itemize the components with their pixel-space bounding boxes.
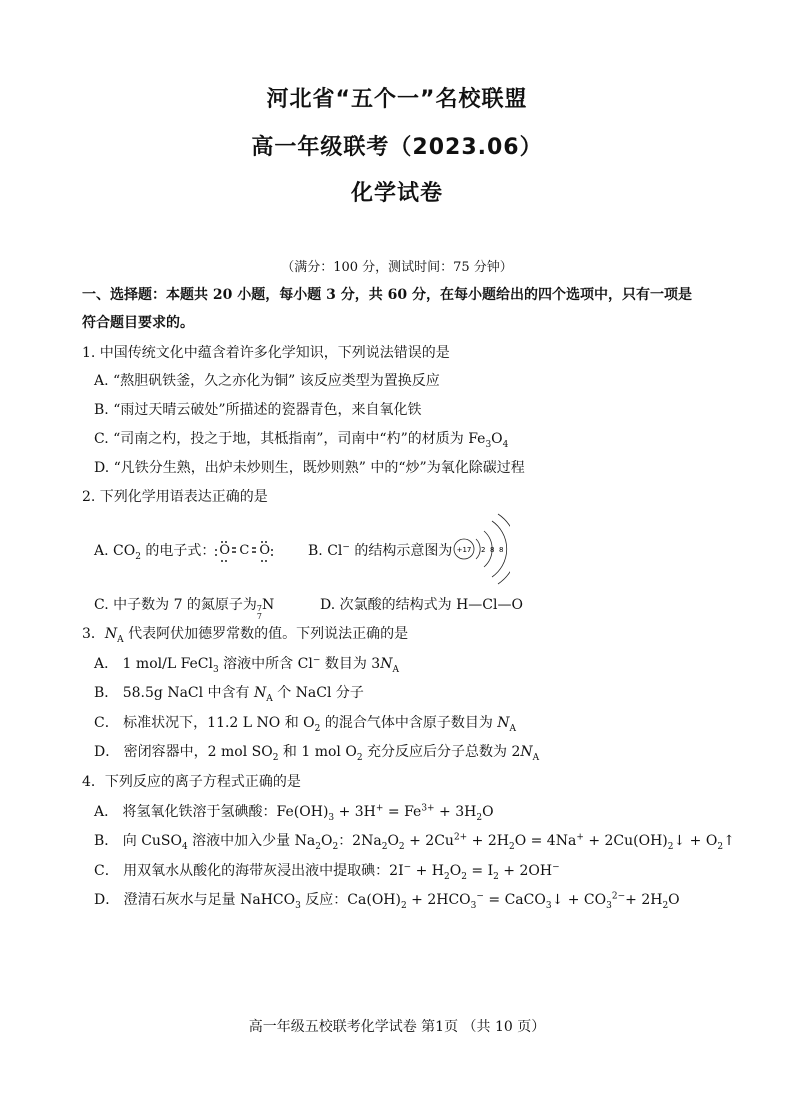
q4-stem: 4．下列反应的离子方程式正确的是 <box>82 774 301 790</box>
q1-option-b: B. “雨过天晴云破处”所描述的瓷器青色，来自氧化铁 <box>94 402 422 418</box>
q3-c-text2: 的混合气体中含原子数目为 <box>320 715 498 731</box>
chloride-ion-structure-diagram <box>450 512 510 586</box>
q3-option-c <box>94 712 516 732</box>
q4-d-s6: 2 <box>662 900 669 911</box>
q3-na-sub: A <box>117 634 124 645</box>
q3-d-sub2: 2 <box>356 752 363 763</box>
q4-a-t1: A． 将氢氧化铁溶于氢碘酸：Fe(OH) <box>94 804 329 820</box>
q3-d-text2: 和 1 mol O <box>278 744 357 760</box>
q3-b-text2: 个 NaCl 分子 <box>272 685 364 701</box>
q4-d-p2: 2− <box>611 891 626 902</box>
q2-stem: 2. 下列化学用语表达正确的是 <box>82 489 268 505</box>
q4-d-t6: + 2H <box>625 892 663 908</box>
q3-a-text3: 数目为 3 <box>320 656 381 672</box>
q2-a-sub: 2 <box>135 551 141 562</box>
q4-b-s2: 2 <box>315 841 321 852</box>
q3-c-text: C． 标准状况下，11.2 L NO 和 O <box>94 715 315 731</box>
q4-c-p2: − <box>552 862 560 873</box>
shell-3-electrons: 8 <box>499 546 504 554</box>
q2-option-b <box>308 540 452 560</box>
co2-electron-dot-formula <box>215 541 273 561</box>
exam-info: （满分：100 分，测试时间：75 分钟） <box>281 260 513 275</box>
q4-a-t2: + 3H <box>334 804 376 820</box>
ed-oxygen-1: O <box>219 543 231 558</box>
q4-d-s2: 2 <box>400 900 407 911</box>
q3-d-na-sub: A <box>532 752 540 763</box>
q2-b-text: B. Cl <box>308 543 343 559</box>
q3-option-d <box>94 741 539 761</box>
q3-a-na-sub: A <box>392 664 399 675</box>
q4-b-t7: + 2H <box>467 833 509 849</box>
q3-b-na: N <box>254 685 267 701</box>
q3-option-b <box>94 682 364 702</box>
q1-c-sub2: 4 <box>502 439 509 450</box>
q1-c-text: C. “司南之杓，投之于地，其柢指南”，司南中“杓”的材质为 Fe <box>94 431 486 447</box>
q3-d-sub1: 2 <box>272 752 279 763</box>
shell-1-electrons: 2 <box>481 546 486 554</box>
q4-d-t7: O <box>668 892 680 908</box>
q4-b-t10: ↓ + O <box>673 833 718 849</box>
q4-b-t2: 溶液中加入少量 Na <box>187 833 316 849</box>
q4-b-t5: O <box>387 833 399 849</box>
q1-c-sub1: 3 <box>485 439 492 450</box>
q4-c-s1: 2 <box>444 871 450 882</box>
q4-c-p1: − <box>403 862 412 873</box>
q3-c-sub: 2 <box>314 723 321 734</box>
q4-d-s1: 3 <box>295 900 301 911</box>
header-league-title: 河北省“五个一”名校联盟 <box>266 87 528 112</box>
q3-b-text: B． 58.5g NaCl 中含有 <box>94 685 255 701</box>
q4-d-t1: D． 澄清石灰水与足量 NaHCO <box>94 892 296 908</box>
q1-c-text2: O <box>491 431 503 447</box>
q4-c-t5: + 2OH <box>498 863 553 879</box>
q1-option-d: D. “凡铁分生熟，出炉未炒则生，既炒则熟” 中的“炒”为氧化除碳过程 <box>94 460 525 476</box>
ed-oxygen-2: O <box>259 543 271 558</box>
q4-a-t3: = Fe <box>383 804 422 820</box>
q1-option-a: A. “熬胆矾铁釜，久之亦化为铜” 该反应类型为置换反应 <box>94 373 440 389</box>
nuclide-atomic-number: 7 <box>256 612 263 621</box>
q4-d-t2: 反应：Ca(OH) <box>300 892 401 908</box>
q3-option-a <box>94 653 399 673</box>
q2-option-a <box>94 540 273 561</box>
q3-number: 3． <box>82 626 105 642</box>
q4-b-t8: O = 4Na <box>514 833 577 849</box>
q4-b-t9: + 2Cu(OH) <box>583 833 668 849</box>
q1-option-c <box>94 428 508 448</box>
section-instruction-line2: 符合题目要求的。 <box>82 315 194 331</box>
q4-c-s3: 2 <box>493 871 499 882</box>
q4-d-s3: 3 <box>470 900 477 911</box>
q3-c-na: N <box>497 715 510 731</box>
q3-a-na: N <box>380 656 393 672</box>
q4-b-t1: B． 向 CuSO <box>94 833 182 849</box>
q4-b-s6: 2 <box>508 841 515 852</box>
q4-b-t3: O <box>320 833 333 849</box>
q4-b-s3: 2 <box>332 841 339 852</box>
q4-b-t11: ↑ <box>723 833 735 849</box>
q3-a-text: A． 1 mol/L FeCl <box>94 656 213 672</box>
q4-b-s5: 2 <box>398 841 405 852</box>
q4-d-p1: − <box>476 891 484 902</box>
q3-na-symbol: N <box>104 626 118 642</box>
q4-b-s1: 4 <box>182 841 188 852</box>
q4-a-p1: + <box>375 803 384 814</box>
q4-b-s4: 2 <box>381 841 388 852</box>
q4-d-t3: + 2HCO <box>406 892 471 908</box>
q2-b-sup: − <box>342 542 350 553</box>
nucleus-charge: +17 <box>456 546 472 554</box>
q4-b-t4: ：2Na <box>338 833 382 849</box>
q3-stem <box>82 623 408 643</box>
q4-a-t5: O <box>482 804 494 820</box>
q4-c-s2: 2 <box>461 871 467 882</box>
q3-a-sup: − <box>312 655 321 666</box>
q3-d-na: N <box>520 744 533 760</box>
q4-a-p2: 3+ <box>421 803 435 814</box>
q3-c-na-sub: A <box>509 723 517 734</box>
q4-b-t6: + 2Cu <box>404 833 454 849</box>
q4-b-s8: 2 <box>717 841 724 852</box>
q4-d-t5: ↓ + CO <box>551 892 607 908</box>
q2-a-text2: 的电子式： <box>140 543 216 559</box>
electron-shell-1 <box>476 539 480 559</box>
q3-b-na-sub: A <box>266 693 273 704</box>
shell-2-electrons: 8 <box>490 546 495 554</box>
ed-carbon: C <box>239 543 250 558</box>
nuclide-mass-number: 7 <box>256 604 263 613</box>
q2-c-text: C. 中子数为 7 的氮原子为 <box>94 597 257 613</box>
q4-b-p2: + <box>576 832 584 843</box>
q2-option-c <box>94 594 274 621</box>
q2-b-text2: 的结构示意图为 <box>349 543 453 559</box>
section-instruction-line1: 一、选择题：本题共 20 小题，每小题 3 分，共 60 分，在每小题给出的四个选项中，只有一项是 <box>82 287 692 303</box>
q4-b-p1: 2+ <box>453 832 468 843</box>
q4-option-b <box>94 830 735 850</box>
q4-c-t1: C． 用双氧水从酸化的海带灰浸出液中提取碘：2I <box>94 863 404 879</box>
q2-a-text: A. CO <box>94 543 136 559</box>
q4-option-d <box>94 889 680 909</box>
q2-option-d: D. 次氯酸的结构式为 H—Cl—O <box>320 597 523 613</box>
q1-stem: 1. 中国传统文化中蕴含着许多化学知识，下列说法错误的是 <box>82 345 450 361</box>
q4-d-s4: 3 <box>545 900 552 911</box>
header-exam-title: 高一年级联考（2023.06） <box>251 135 543 160</box>
q4-option-c <box>94 860 560 880</box>
q4-c-t3: O <box>449 863 462 879</box>
nuclide-symbol: N <box>262 597 275 613</box>
q3-d-text3: 充分反应后分子总数为 2 <box>362 744 521 760</box>
q4-c-t2: + H <box>411 863 444 879</box>
q3-a-text2: 溶液中所含 Cl <box>218 656 313 672</box>
q4-option-a <box>94 801 494 821</box>
q3-a-sub: 3 <box>213 664 219 675</box>
q3-stem-text: 代表阿伏加德罗常数的值。下列说法正确的是 <box>123 626 409 642</box>
header-subject-title: 化学试卷 <box>350 181 443 206</box>
q4-a-s2: 2 <box>476 812 483 823</box>
q4-d-t4: = CaCO <box>483 892 546 908</box>
page-footer: 高一年级五校联考化学试卷 第1页 （共 10 页） <box>248 1019 546 1035</box>
q4-d-s5: 3 <box>606 900 612 911</box>
q4-b-s7: 2 <box>667 841 674 852</box>
q4-c-t4: = I <box>466 863 494 879</box>
q4-a-t4: + 3H <box>434 804 477 820</box>
q3-d-text: D． 密闭容器中，2 mol SO <box>94 744 273 760</box>
q4-a-s1: 3 <box>328 812 335 823</box>
